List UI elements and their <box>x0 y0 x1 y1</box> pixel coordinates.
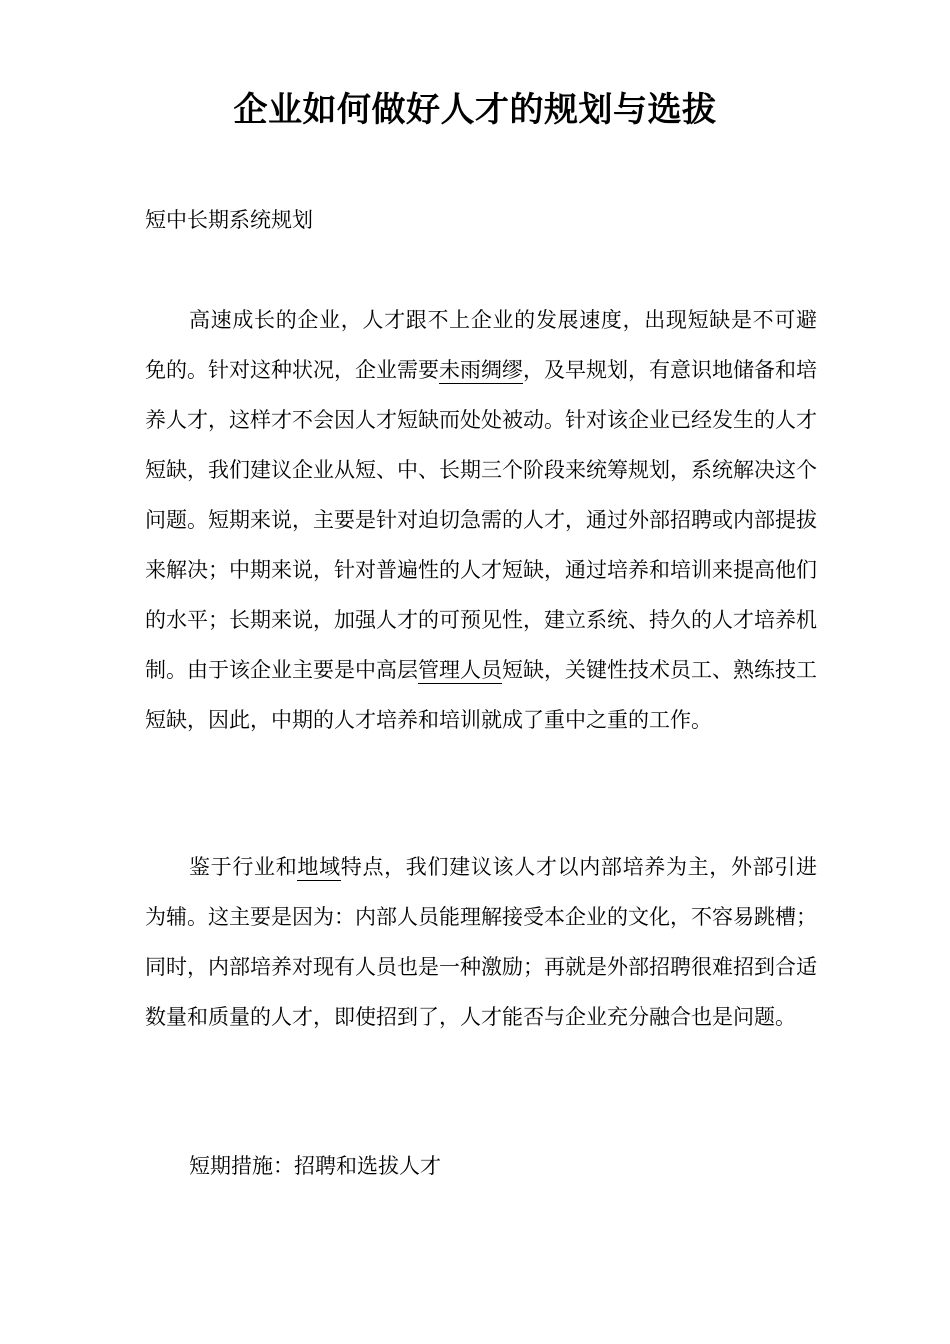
paragraph-2-text-a: 鉴于行业和 <box>189 855 298 879</box>
section-heading: 短中长期系统规划 <box>145 208 313 232</box>
paragraph-2 <box>145 842 817 1042</box>
paragraph-1 <box>145 295 817 745</box>
paragraph-1-text-a: 高速成长的企业，人才跟不上企业的发展速度，出现短缺是不可避免的。针对这种状况，企业需要 <box>145 308 817 382</box>
link-di-yu[interactable]: 地域 <box>297 855 341 879</box>
paragraph-1-text-c: 短缺，关键性技术员工、熟练技工短缺，因此，中期的人才培养和培训就成了重中之重的工作。 <box>145 658 817 732</box>
paragraph-2-text-b: 特点，我们建议该人才以内部培养为主，外部引进为辅。这主要是因为：内部人员能理解接受本企业的文化，不容易跳槽；同时，内部培养对现有人员也是一种激励；再就是外部招聘很难招到合适数量和质量的人才，即使招到了，人才能否与企业充分融合也是问题。 <box>145 855 818 1029</box>
document-title: 企业如何做好人才的规划与选拔 <box>233 90 717 130</box>
paragraph-1-text-b: ，及早规划，有意识地储备和培养人才，这样才不会因人才短缺而处处被动。针对该企业已经发生的人才短缺，我们建议企业从短、中、长期三个阶段来统筹规划，系统解决这个问题。短期来说，主要是针对迫切急需的人才，通过外部招聘或内部提拔来解决；中期来说，针对普遍性的人才短缺，通过培养和培训来提高他们的水平；长期来说，加强人才的可预见性，建立系统、持久的人才培养机制。由于该企业主要是中高层 <box>145 358 817 682</box>
link-guan-li-ren-yuan[interactable]: 管理人员 <box>418 658 502 682</box>
sub-heading: 短期措施：招聘和选拔人才 <box>189 1154 441 1178</box>
link-wei-yu-chou-mou[interactable]: 未雨绸缪 <box>439 358 523 382</box>
